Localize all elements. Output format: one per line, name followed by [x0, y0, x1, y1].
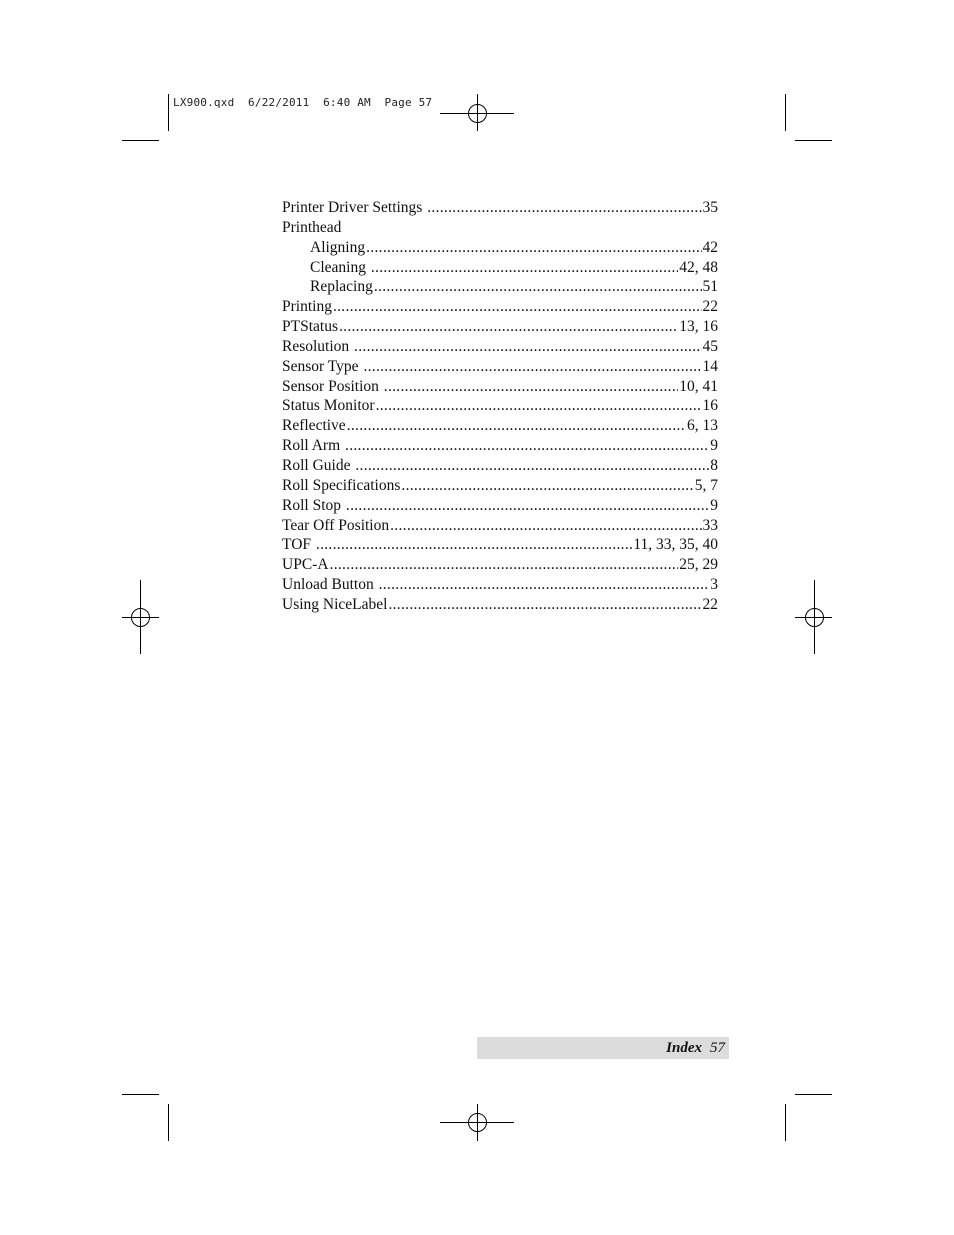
index-page-numbers: 3 [710, 576, 718, 594]
index-entry [282, 337, 718, 357]
index-term: Printhead [282, 218, 342, 236]
index-page-numbers: 10, 41 [679, 377, 718, 395]
dot-leader [427, 198, 701, 218]
index-page-numbers: 6, 13 [687, 417, 718, 435]
dot-leader [355, 456, 709, 476]
index-term: Cleaning [310, 258, 370, 276]
dot-leader [346, 496, 709, 516]
index-entry [282, 555, 718, 575]
index-page-numbers: 42, 48 [679, 258, 718, 276]
index-page-numbers: 8 [710, 456, 718, 474]
index-term: Resolution [282, 337, 354, 355]
index-term: Printer Driver Settings [282, 199, 427, 216]
index-entry [282, 516, 718, 536]
index-entry [282, 595, 718, 615]
index-term: Reflective [282, 417, 346, 435]
index-subentry [282, 238, 718, 258]
index-entry [282, 416, 718, 436]
index-page-numbers: 33 [702, 516, 718, 534]
index-page-numbers: 5, 7 [694, 476, 718, 494]
index-entry [282, 198, 718, 218]
index-page-numbers: 45 [702, 337, 718, 355]
index-subentry [282, 258, 718, 278]
dot-leader [363, 357, 701, 377]
index-page-numbers: 11, 33, 35, 40 [633, 536, 718, 554]
index-term: UPC-A [282, 556, 329, 574]
dot-leader [374, 277, 702, 297]
dot-leader [401, 476, 693, 496]
dot-leader [384, 377, 678, 397]
index-term: Roll Arm [282, 437, 345, 455]
index-term: Aligning [310, 238, 366, 256]
index-page-numbers: 9 [710, 496, 718, 514]
registration-mark-bottom [440, 1104, 514, 1141]
index-term: Roll Stop [282, 496, 345, 514]
index-term: Roll Guide [282, 456, 355, 474]
index-term: Replacing [310, 278, 373, 296]
footer-section-label: Index [666, 1039, 702, 1056]
index-term: Sensor Position [282, 377, 383, 395]
index-entry [282, 357, 718, 377]
registration-mark-top [440, 94, 514, 131]
index-page-numbers: 42 [702, 238, 718, 256]
dot-leader [388, 595, 701, 615]
index-entry [282, 436, 718, 456]
index-term: Sensor Type [282, 357, 363, 375]
index-page-numbers: 22 [702, 298, 718, 316]
index-term: Status Monitor [282, 397, 375, 415]
dot-leader [345, 436, 709, 456]
index-entry [282, 456, 718, 476]
index-page-numbers: 51 [702, 278, 718, 296]
index-page-numbers: 16 [702, 397, 718, 415]
index-entry [282, 396, 718, 416]
dot-leader [366, 238, 701, 258]
index-entry [282, 297, 718, 317]
index-entry [282, 476, 718, 496]
index-page-numbers: 14 [702, 357, 718, 375]
dot-leader [316, 535, 632, 555]
dot-leader [330, 555, 679, 575]
index-page-numbers: 22 [702, 595, 718, 613]
dot-leader [390, 516, 701, 536]
index-entry [282, 575, 718, 595]
index-list [282, 198, 718, 615]
dot-leader [347, 416, 686, 436]
dot-leader [376, 396, 702, 416]
dot-leader [379, 575, 710, 595]
index-page-numbers: 25, 29 [679, 556, 718, 574]
dot-leader [333, 297, 702, 317]
footer-page-number: 57 [710, 1039, 725, 1056]
index-entry [282, 496, 718, 516]
slug-line: LX900.qxd 6/22/2011 6:40 AM Page 57 [173, 96, 433, 109]
index-term: PTStatus [282, 318, 338, 336]
dot-leader [339, 317, 678, 337]
dot-leader [371, 258, 678, 278]
index-term: TOF [282, 536, 315, 554]
index-subentry [282, 277, 718, 297]
index-term: Printing [282, 298, 332, 316]
index-entry [282, 535, 718, 555]
index-page-numbers: 35 [702, 199, 718, 216]
registration-mark-left [122, 580, 159, 654]
footer-bar [477, 1037, 729, 1059]
index-entry [282, 218, 718, 238]
dot-leader [354, 337, 701, 357]
index-term: Roll Specifications [282, 476, 401, 494]
index-entry [282, 377, 718, 397]
index-term: Unload Button [282, 576, 378, 594]
index-page-numbers: 13, 16 [679, 318, 718, 336]
index-entry [282, 317, 718, 337]
index-term: Tear Off Position [282, 516, 390, 534]
registration-mark-right [795, 580, 832, 654]
index-page-numbers: 9 [710, 437, 718, 455]
index-term: Using NiceLabel [282, 595, 388, 613]
